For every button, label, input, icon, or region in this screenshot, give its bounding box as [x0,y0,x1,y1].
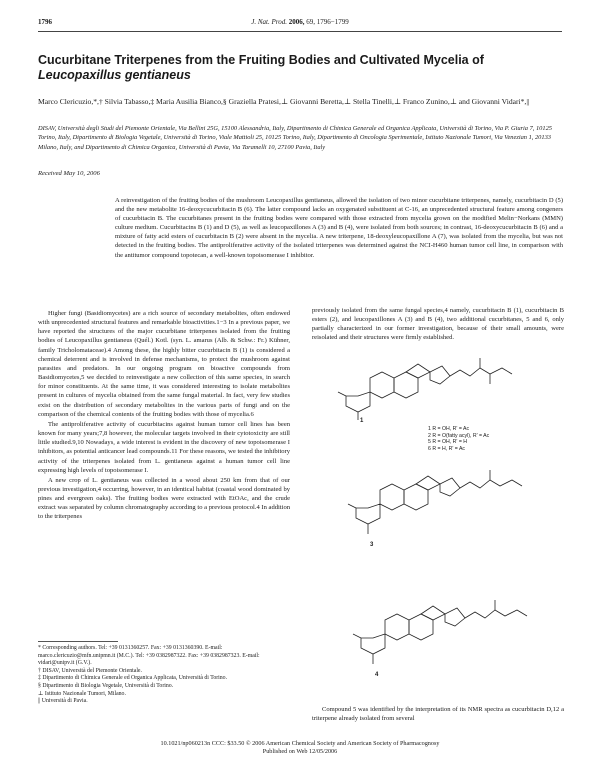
side-chain1 [450,368,512,376]
side-chain3 [460,480,522,488]
title-species: Leucopaxillus gentianeus [38,68,191,82]
legend-entry: 6 R = H, R' = Ac [428,445,466,452]
footnotes [38,645,290,706]
compound-label-4: 4 [375,672,379,678]
footnote: ‡ Dipartimento di Chimica Generale ed Organica Applicata, Università di Torino. [38,675,228,682]
received-date: Received May 10, 2006 [38,170,100,177]
ring-d3 [440,478,460,496]
ring-a3b [356,504,380,524]
doi-line: 10.1021/np060213n CCC: $33.50 © 2006 American Chemical Society and American Society of Pharmacognosy [160,740,440,747]
side-chain4 [465,610,527,618]
affiliations: DISAV, Università degli Studi del Piemonte Orientale, Via Bellini 25G, 15100 Alessandria, Italy, Dipartimento di Chimica Generale ed Organica Applicata, Università di Torino, Via P. Giuria 7, 10125 Torino, Italy, Dipartimento di Biologia Vegetale, Università di Torino, Viale Mattioli 25, 10125 Torino, Italy, Dipartimento di Oncologia Sperimentale, Istituto Nazionale Tumori, Via Venezian 1, 20133 Milano, Italy, and Dipartimento di Chimica Organica, Università di Pavia, Via Taramelli 10, 27100 Pavia, Italy [38,125,552,151]
compound-label-1: 1 [360,418,364,424]
page-number: 1796 [38,18,52,26]
header-rule [38,31,562,32]
structure-legend [428,426,563,452]
footnote: † DISAV, Università del Piemonte Orientale. [38,667,142,674]
ring-a4 [385,614,409,640]
ring-a3 [380,484,404,510]
column-right-bottom: Compound 5 was identified by the interpretation of its NMR spectra as cucurbitacin D,12 a triterpene already isolated from several [312,706,564,723]
journal-pages: 69, 1796−1799 [306,18,349,26]
ring-a1b [346,392,370,412]
journal-year: 2006, [288,18,305,26]
ring-a4b [361,634,385,654]
page-footer [38,740,562,756]
journal-reference [38,18,562,26]
article-title [38,53,558,83]
author-list: Marco Clericuzio,*,† Silvia Tabasso,‡ Maria Ausilia Bianco,§ Graziella Pratesi,⊥ Giovanni Beretta,⊥ Stella Tinelli,⊥ Franco Zunino,⊥ and Giovanni Vidari*,|| [38,97,530,106]
paragraph: A new crop of L. gentianeus was collected in a wood about 250 km from that of our previous investigation,4 occurring, however, in an identical habitat (coastal wood dominated by pines and evergreen oaks). The fruiting bodies were extracted with EtOAc, and the crude extract was separated by column chromatography according to a previous protocol.4 In addition to the triterpenes [38,476,290,521]
column-right-top: previously isolated from the same fungal species,4 namely, cucurbitacin B (1), cucurbitacin B esters (2), and leucopaxillones A (3) and B (4), two additional cucurbitanes, 5 and 6, only partially characterized in our former investigation, because of their small amounts, were reisolated and their structures were firmly established. [312,307,564,342]
legend-entry: 5 R = OH, R' = H [428,439,468,446]
chemical-structures-figure [330,350,565,695]
published-line: Published on Web 12/05/2006 [262,748,338,755]
legend-entry: 1 R = OH, R' = Ac [428,426,470,432]
ring-d4 [445,608,465,626]
footnote: ⊥ Istituto Nazionale Tumori, Milano. [38,690,126,697]
compound-label-3: 3 [370,542,374,548]
ring-c3 [416,476,440,490]
footnote: || Università di Pavia. [38,698,88,705]
paragraph: The antiproliferative activity of cucurbitacins against human tumor cell lines has been known for many years;7,8 however, the molecular targets involved in their cytotoxicity are still little studied.9,10 Nowadays, a wide interest is evident in the discovery of new topoisomerase I inhibitors, as potential anticancer lead compounds.11 For these reasons, we tested the inhibitory activity of the triterpenes isolated from L. gentianeus against a human tumor cell line expressing high levels of topoisomerase I. [38,420,290,474]
footnote: § Dipartimento di Biologia Vegetale, Università di Torino. [38,682,174,689]
structure-drawings [330,350,565,695]
abstract: A reinvestigation of the fruiting bodies of the mushroom Leucopaxillus gentianeus, allowed the isolation of two minor cucurbitane triterpenes, namely, cucurbitacin D (5) and the new metabolite 16-deoxycucurbitacin B (6). The latter compound lacks an oxygenated substituent at C-16, an unprecedented structural feature among congeners of cucurbitacin B. The cucurbitanes present in the fruiting bodies were compared with those extracted from mycelia grown on the modified Melin−Norkans (MMN) culture medium. Cucurbitacins B (1) and D (5), as well as leucopaxillones A (3) and B (4), were isolated from both sources; in contrast, 16-deoxycucurbitacin B (6) and a mixture of fatty acid esters of cucurbitacin B (2) were absent in the mycelia. A new triterpene, 18-deoxyleucopaxillone A (7), was isolated from the mycelia, but was not detected in the fruiting bodies. The antiproliferative activity of the isolated triterpenes was determined against the NCI-H460 human tumor cell line, in comparison with the antitumor compound topotecan, a well-known topoisomerase I inhibitor. [115,197,563,259]
legend-entry: 2 R = O(fatty acyl), R' = Ac [428,432,490,439]
column-left [38,309,290,523]
title-main: Cucurbitane Triterpenes from the Fruiting Bodies and Cultivated Mycelia of [38,53,484,67]
ring-a1 [370,372,394,398]
footnote: * Corresponding authors. Tel: +39 0131360257. Fax: +39 0131360390. E-mail: marco.clericuzio@mfn.unipmn.it (M.C.). Tel: +39 0382987322. Fax: +39 0382987323. E-mail: vidari@unipv.it (G.V.). [38,645,260,667]
ring-c4 [421,606,445,620]
paragraph: Higher fungi (Basidiomycetes) are a rich source of secondary metabolites, often endowed with unprecedented structural features and remarkable bioactivities.1−3 In a previous paper, we have reported the structures of the major cucurbitane triterpenes isolated from the fruiting bodies of Leucopaxillus gentianeus (Quél.) Kotl. (syn. L. amarus (Alb. & Schw.: Fr.) Kühner, family Tricholomataceae).4 Among these, the highly bitter cucurbitacin B (1) is considered a chemical deterrent and is involved in defense mechanisms, to protect the mushroom against parasites and predators. In our ongoing program on bioactive compounds from Basidiomycetes,5 we decided to reinvestigate a new collection of this same species, in search for minor constituents. At the same time, it was considered interesting to isolate metabolites present in cultures of mycelia obtained from the same fungal material. In fact, very few studies exist on the distribution of secondary metabolites in the various parts of fungi and on the comparison of the chemical contents of the fruiting bodies with those of mycelia.6 [38,310,290,418]
journal-name: J. Nat. Prod. [251,18,287,26]
ring-d1 [430,366,450,384]
footnote-rule [38,641,118,642]
ring-c1 [406,364,430,378]
page-header [38,18,562,30]
